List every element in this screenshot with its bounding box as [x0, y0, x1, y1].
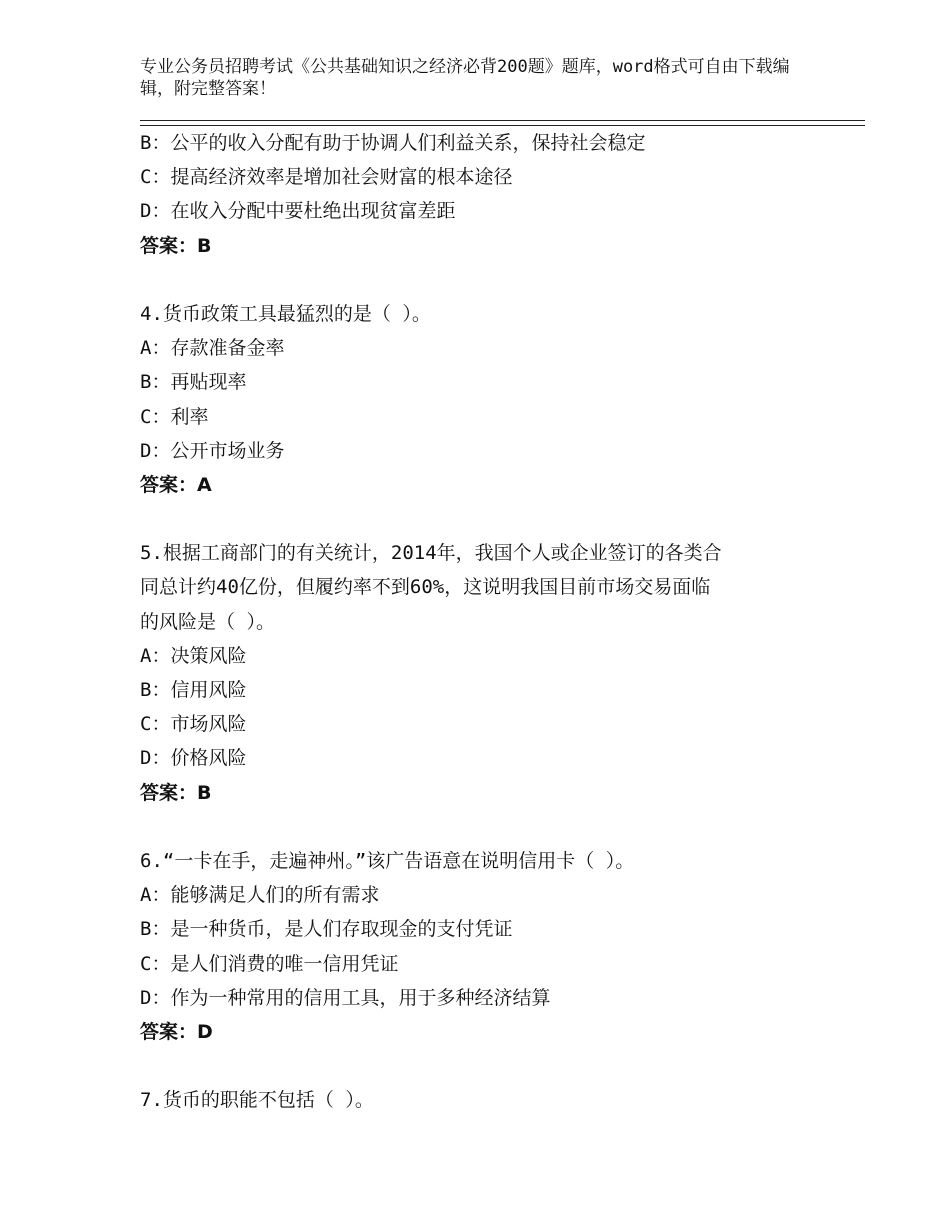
q4-option-a: A：存款准备金率 — [140, 337, 285, 360]
q3-option-b: B：公平的收入分配有助于协调人们利益关系，保持社会稳定 — [140, 132, 646, 154]
q6-option-a: A：能够满足人们的所有需求 — [140, 884, 380, 907]
q5-question-line-3: 的风险是（ ）。 — [140, 610, 275, 633]
q5-option-a: A：决策风险 — [140, 644, 247, 667]
q5-option-b: B：信用风险 — [140, 679, 247, 701]
spacer — [140, 502, 840, 536]
q4-option-d: D：公开市场业务 — [140, 439, 285, 462]
q4-answer: 答案：A — [140, 473, 212, 496]
q5-option-c: C：市场风险 — [140, 713, 247, 736]
q6-question: 6.“一卡在手，走遍神州。”该广告语意在说明信用卡（ ）。 — [140, 849, 635, 872]
document-header: 专业公务员招聘考试《公共基础知识之经济必背200题》题库，word格式可自由下载编辑，附完整答案！ — [140, 57, 790, 99]
q3-option-d: D：在收入分配中要杜绝出现贫富差距 — [140, 200, 456, 223]
q5-question-line-1: 5.根据工商部门的有关统计，2014年，我国个人或企业签订的各类合 — [140, 542, 722, 565]
q3-answer: 答案：B — [140, 234, 212, 257]
q7-question: 7.货币的职能不包括（ ）。 — [140, 1089, 374, 1112]
q4-question: 4.货币政策工具最猛烈的是（ ）。 — [140, 302, 431, 325]
q4-option-c: C：利率 — [140, 405, 209, 428]
q3-option-c: C：提高经济效率是增加社会财富的根本途径 — [140, 166, 513, 189]
q6-answer: 答案：D — [140, 1020, 213, 1043]
spacer — [140, 810, 840, 844]
spacer — [140, 263, 840, 297]
q5-question-line-2: 同总计约40亿份，但履约率不到60%，这说明我国目前市场交易面临 — [140, 576, 711, 599]
q6-option-c: C：是人们消费的唯一信用凭证 — [140, 952, 399, 975]
header-rule-top — [140, 120, 865, 121]
spacer — [140, 1049, 840, 1083]
q5-answer: 答案：B — [140, 781, 212, 804]
q4-option-b: B：再贴现率 — [140, 371, 247, 394]
q6-option-d: D：作为一种常用的信用工具，用于多种经济结算 — [140, 986, 551, 1009]
question-list — [140, 126, 840, 1117]
q6-option-b: B：是一种货币，是人们存取现金的支付凭证 — [140, 918, 513, 941]
q5-option-d: D：价格风险 — [140, 747, 247, 770]
